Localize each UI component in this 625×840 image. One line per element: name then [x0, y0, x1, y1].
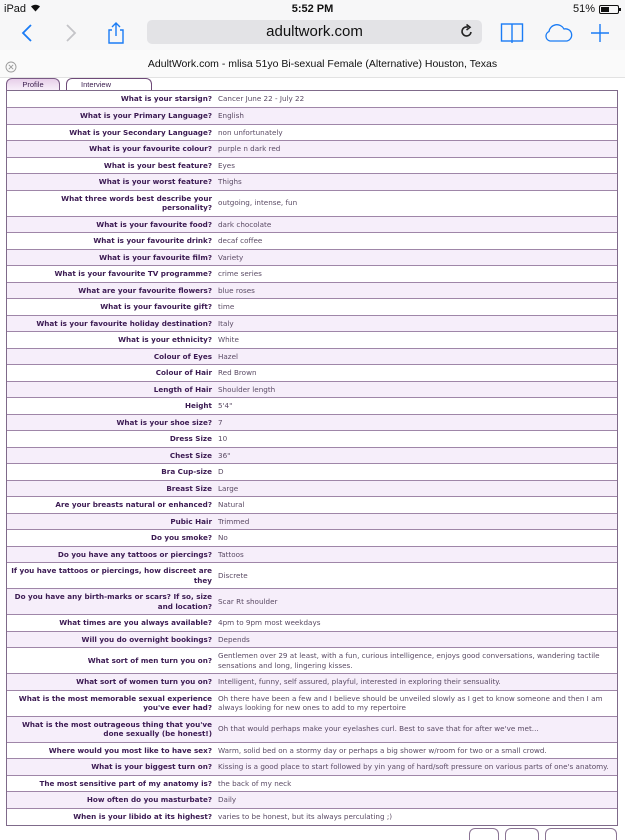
- chevron-right-icon: [64, 23, 78, 43]
- address-bar[interactable]: [147, 20, 482, 44]
- url-text[interactable]: adultwork.com: [266, 23, 363, 40]
- question-label: Chest Size: [7, 447, 216, 464]
- table-row: [7, 530, 617, 547]
- answer-value: crime series: [216, 266, 617, 283]
- table-row: [7, 631, 617, 648]
- answer-value: decaf coffee: [216, 233, 617, 250]
- table-row: [7, 716, 617, 742]
- question-label: What is your starsign?: [7, 91, 216, 108]
- question-label: Height: [7, 398, 216, 415]
- answer-value: 7: [216, 414, 617, 431]
- answer-value: Italy: [216, 315, 617, 332]
- share-icon: [106, 21, 126, 45]
- tab-interview[interactable]: Interview: [66, 78, 152, 90]
- answer-value: Warm, solid bed on a stormy day or perhaps a big shower w/room for two or a small crowd.: [216, 742, 617, 759]
- table-row: [7, 589, 617, 615]
- answer-value: non unfortunately: [216, 124, 617, 141]
- question-label: Colour of Hair: [7, 365, 216, 382]
- page-title-bar: [0, 50, 625, 78]
- table-row: [7, 91, 617, 108]
- table-row: [7, 348, 617, 365]
- question-label: What is your favourite gift?: [7, 299, 216, 316]
- answer-value: Eyes: [216, 157, 617, 174]
- question-label: What is your best feature?: [7, 157, 216, 174]
- answer-value: Gentlemen over 29 at least, with a fun, curious intelligence, enjoys good conversations, wandering tactile sensations and long, lingering kisses.: [216, 648, 617, 674]
- question-label: What is your shoe size?: [7, 414, 216, 431]
- interview-table: [6, 90, 618, 826]
- question-label: What is your Secondary Language?: [7, 124, 216, 141]
- question-label: What sort of men turn you on?: [7, 648, 216, 674]
- question-label: When is your libido at its highest?: [7, 808, 216, 825]
- question-label: What is the most outrageous thing that you've done sexually (be honest!): [7, 716, 216, 742]
- question-label: What is your Primary Language?: [7, 108, 216, 125]
- answer-value: the back of my neck: [216, 775, 617, 792]
- question-label: Are your breasts natural or enhanced?: [7, 497, 216, 514]
- answer-value: Scar Rt shoulder: [216, 589, 617, 615]
- new-tab-button[interactable]: [590, 19, 610, 47]
- battery-percent: 51%: [572, 3, 595, 15]
- chevron-left-icon: [20, 23, 34, 43]
- table-row: [7, 497, 617, 514]
- table-row: [7, 464, 617, 481]
- book-icon: [500, 22, 524, 44]
- question-label: Pubic Hair: [7, 513, 216, 530]
- share-button[interactable]: [106, 19, 126, 47]
- answer-value: Intelligent, funny, self assured, playful, interested in exploring their sensuality.: [216, 674, 617, 691]
- answer-value: 36": [216, 447, 617, 464]
- answer-value: Shoulder length: [216, 381, 617, 398]
- question-label: Do you have any birth-marks or scars? If so, size and location?: [7, 589, 216, 615]
- answer-value: Depends: [216, 631, 617, 648]
- answer-value: varies to be honest, but its always perculating ;): [216, 808, 617, 825]
- question-label: What is your favourite food?: [7, 216, 216, 233]
- answer-value: Daily: [216, 792, 617, 809]
- question-label: What is your worst feature?: [7, 174, 216, 191]
- question-label: The most sensitive part of my anatomy is?: [7, 775, 216, 792]
- table-row: [7, 266, 617, 283]
- bottom-button-1[interactable]: [469, 828, 499, 840]
- question-label: What is your favourite holiday destination?: [7, 315, 216, 332]
- device-label: iPad: [4, 3, 27, 15]
- plus-icon: [590, 23, 610, 43]
- battery-icon: [599, 5, 619, 14]
- answer-value: Red Brown: [216, 365, 617, 382]
- answer-value: Oh that would perhaps make your eyelashes curl. Best to save that for after we've met...: [216, 716, 617, 742]
- answer-value: Variety: [216, 249, 617, 266]
- bookmarks-button[interactable]: [500, 19, 524, 47]
- answer-value: No: [216, 530, 617, 547]
- answer-value: Trimmed: [216, 513, 617, 530]
- table-row: [7, 690, 617, 716]
- tab-profile[interactable]: Profile: [6, 78, 60, 90]
- table-row: [7, 190, 617, 216]
- answer-value: Natural: [216, 497, 617, 514]
- question-label: How often do you masturbate?: [7, 792, 216, 809]
- table-row: [7, 414, 617, 431]
- table-row: [7, 108, 617, 125]
- question-label: Breast Size: [7, 480, 216, 497]
- question-label: What sort of women turn you on?: [7, 674, 216, 691]
- question-label: Will you do overnight bookings?: [7, 631, 216, 648]
- answer-value: outgoing, intense, fun: [216, 190, 617, 216]
- cloud-icon: [543, 22, 573, 44]
- table-row: [7, 546, 617, 563]
- table-row: [7, 141, 617, 158]
- table-row: [7, 282, 617, 299]
- answer-value: Cancer June 22 - July 22: [216, 91, 617, 108]
- answer-value: dark chocolate: [216, 216, 617, 233]
- clock: 5:52 PM: [291, 3, 334, 15]
- browser-chrome: [0, 0, 625, 50]
- answer-value: English: [216, 108, 617, 125]
- profile-tabs: [6, 78, 152, 90]
- browser-toolbar: [0, 17, 625, 50]
- question-label: What is your favourite TV programme?: [7, 266, 216, 283]
- question-label: Length of Hair: [7, 381, 216, 398]
- table-row: [7, 775, 617, 792]
- answer-value: Kissing is a good place to start followed by yin yang of hard/soft pressure on various parts of one's anatomy.: [216, 759, 617, 776]
- table-row: [7, 742, 617, 759]
- answer-value: Thighs: [216, 174, 617, 191]
- question-label: What is your favourite colour?: [7, 141, 216, 158]
- answer-value: 10: [216, 431, 617, 448]
- answer-value: time: [216, 299, 617, 316]
- table-row: [7, 513, 617, 530]
- table-row: [7, 792, 617, 809]
- question-label: Dress Size: [7, 431, 216, 448]
- question-label: What three words best describe your personality?: [7, 190, 216, 216]
- table-row: [7, 648, 617, 674]
- table-row: [7, 233, 617, 250]
- page-title: AdultWork.com - mlisa 51yo Bi-sexual Female (Alternative) Houston, Texas: [147, 58, 498, 70]
- question-label: Do you smoke?: [7, 530, 216, 547]
- answer-value: 5'4": [216, 398, 617, 415]
- question-label: Colour of Eyes: [7, 348, 216, 365]
- answer-value: White: [216, 332, 617, 349]
- table-row: [7, 398, 617, 415]
- table-row: [7, 381, 617, 398]
- answer-value: blue roses: [216, 282, 617, 299]
- table-row: [7, 431, 617, 448]
- table-row: [7, 759, 617, 776]
- answer-value: D: [216, 464, 617, 481]
- table-row: [7, 808, 617, 825]
- question-label: What times are you always available?: [7, 615, 216, 632]
- question-label: Bra Cup-size: [7, 464, 216, 481]
- question-label: Where would you most like to have sex?: [7, 742, 216, 759]
- table-row: [7, 216, 617, 233]
- question-label: What is your biggest turn on?: [7, 759, 216, 776]
- table-row: [7, 615, 617, 632]
- table-row: [7, 249, 617, 266]
- answer-value: Hazel: [216, 348, 617, 365]
- table-row: [7, 315, 617, 332]
- table-row: [7, 157, 617, 174]
- status-bar: [0, 0, 625, 17]
- question-label: What is your favourite drink?: [7, 233, 216, 250]
- question-label: What is the most memorable sexual experience you've ever had?: [7, 690, 216, 716]
- answer-value: purple n dark red: [216, 141, 617, 158]
- answer-value: Large: [216, 480, 617, 497]
- table-row: [7, 563, 617, 589]
- table-row: [7, 299, 617, 316]
- table-row: [7, 332, 617, 349]
- question-label: If you have tattoos or piercings, how discreet are they: [7, 563, 216, 589]
- table-row: [7, 674, 617, 691]
- icloud-tabs-button[interactable]: [543, 19, 573, 47]
- answer-value: Discrete: [216, 563, 617, 589]
- table-row: [7, 124, 617, 141]
- question-label: What is your ethnicity?: [7, 332, 216, 349]
- bottom-buttons: [469, 828, 617, 840]
- table-row: [7, 447, 617, 464]
- question-label: Do you have any tattoos or piercings?: [7, 546, 216, 563]
- table-row: [7, 365, 617, 382]
- forward-button[interactable]: [64, 19, 78, 47]
- question-label: What is your favourite film?: [7, 249, 216, 266]
- back-button[interactable]: [20, 19, 34, 47]
- bottom-button-2[interactable]: [505, 828, 539, 840]
- bottom-button-3[interactable]: [545, 828, 617, 840]
- reload-icon: [460, 23, 474, 39]
- question-label: What are your favourite flowers?: [7, 282, 216, 299]
- table-row: [7, 480, 617, 497]
- answer-value: Oh there have been a few and I believe should be unveiled slowly as I get to know someone and then I am always looking for new ones to add to my repertoire: [216, 690, 617, 716]
- table-row: [7, 174, 617, 191]
- reload-button[interactable]: [460, 23, 474, 43]
- answer-value: Tattoos: [216, 546, 617, 563]
- answer-value: 4pm to 9pm most weekdays: [216, 615, 617, 632]
